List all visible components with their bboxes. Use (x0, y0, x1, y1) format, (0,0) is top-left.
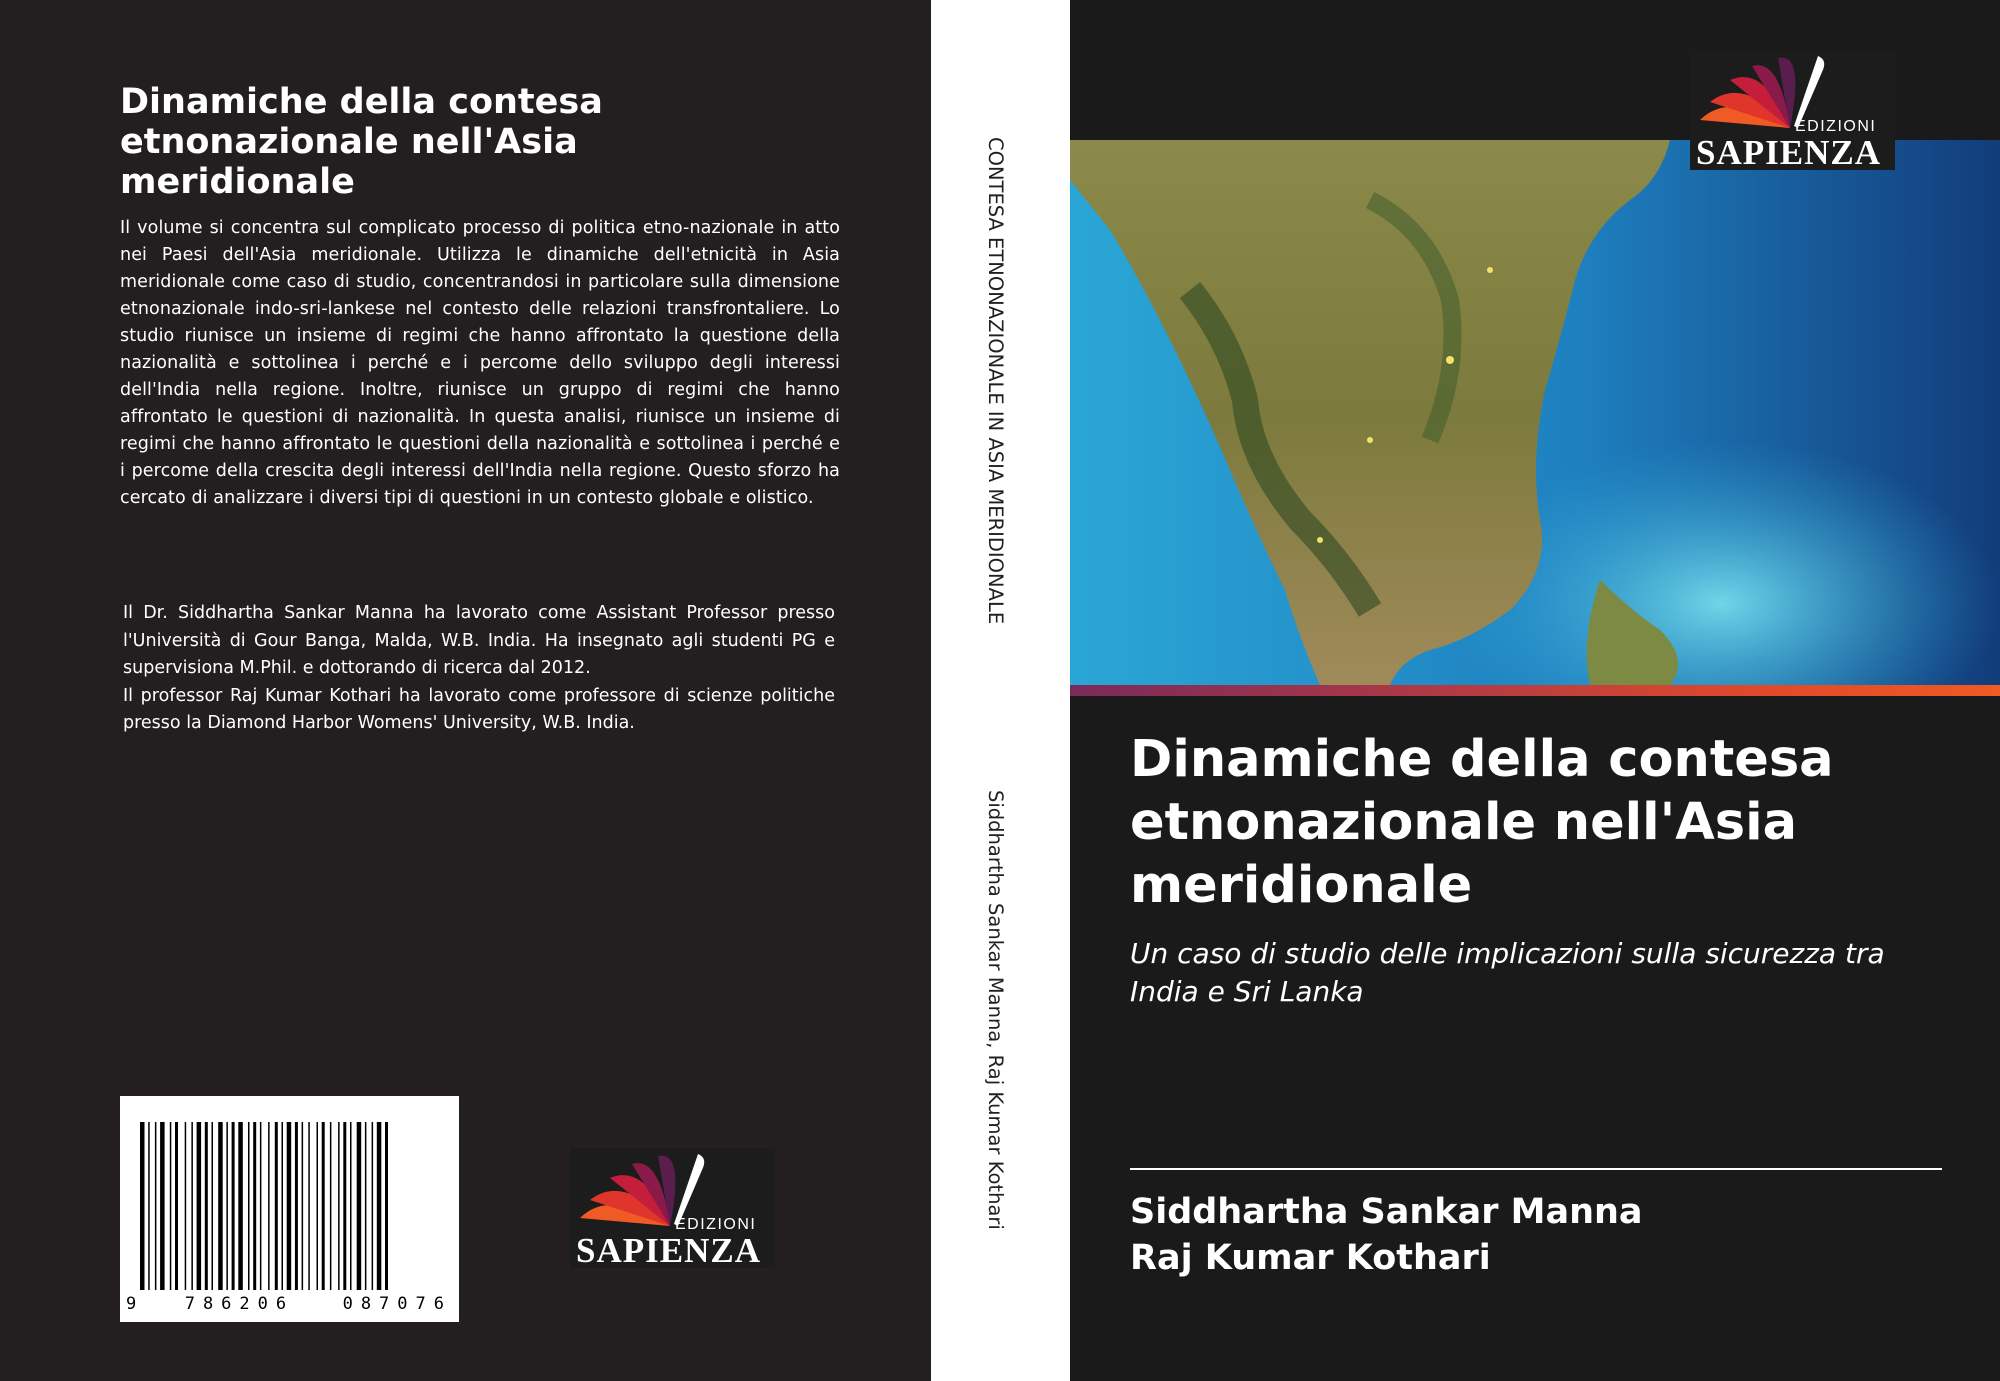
publisher-name: SAPIENZA (1696, 133, 1881, 172)
barcode-bar (212, 1122, 214, 1290)
barcode-digit-group: 786206 (184, 1294, 295, 1314)
satellite-map-image (1070, 140, 2000, 685)
barcode-bar (226, 1122, 228, 1290)
barcode-bar (218, 1122, 223, 1290)
back-cover-description: Il volume si concentra sul complicato processo di politica etno-nazionale in atto nei Paesi dell'Asia meridionale. Utilizza le dinamiche dell'etnicità in Asia meridionale come caso di studio, concentrandosi in particolare sulla dimensione etnonazionale indo-sri-lankese nel contesto delle relazioni transfrontaliere. Lo studio riunisce un insieme di regimi che hanno affrontato la questione della nazionalità e sottolinea i perché e i percome dello sviluppo degli interessi dell'India nella regione. Inoltre, riunisce un gruppo di regimi che hanno affrontato le questioni di nazionalità. In questa analisi, riunisce un insieme di regimi che hanno affrontato le questioni della nazionalità e sottolinea i perché e i percome della crescita degli interessi dell'India nella regione. Questo sforzo ha cercato di analizzare i diversi tipi di questioni in un contesto globale e olistico. (120, 218, 840, 508)
barcode-bar (232, 1122, 235, 1290)
barcode-bar (185, 1122, 187, 1290)
barcode-bar (330, 1122, 332, 1290)
barcode-bar (350, 1122, 352, 1290)
author-bio-kothari: Il professor Raj Kumar Kothari ha lavorato come professore di scienze politiche presso la Diamond Harbor Womens' University, W.B. India. (123, 685, 835, 733)
barcode-bar (322, 1122, 325, 1290)
barcode-bar (248, 1122, 250, 1290)
barcode-bar (260, 1122, 262, 1290)
barcode-bar (302, 1122, 304, 1290)
barcode-bar (338, 1122, 340, 1290)
barcode-bar (238, 1122, 243, 1290)
barcode-digit-group: 9 (126, 1294, 137, 1314)
publisher-logo-back (570, 1148, 775, 1268)
front-cover (1070, 0, 2000, 1381)
barcode-bar (308, 1122, 310, 1290)
barcode-bar (205, 1122, 208, 1290)
barcode-bar (160, 1122, 165, 1290)
barcode-bars (120, 1096, 459, 1322)
barcode-bar (365, 1122, 367, 1290)
back-cover-title: Dinamiche della contesa etnonazionale nell'Asia meridionale (120, 82, 603, 202)
barcode-bar (317, 1122, 319, 1290)
barcode-bar (287, 1122, 292, 1290)
barcode-digit-group: 087076 (342, 1294, 452, 1314)
publisher-logo-front (1690, 50, 1895, 170)
barcode-bar (372, 1122, 374, 1290)
barcode-bar (170, 1122, 172, 1290)
barcode-bar (155, 1122, 157, 1290)
barcode-bar (275, 1122, 278, 1290)
front-cover-title: Dinamiche della contesa etnonazionale nell'Asia meridionale (1130, 730, 1834, 915)
publisher-edizioni: EDIZIONI (675, 1216, 757, 1233)
barcode-bar (253, 1122, 256, 1290)
barcode-bar (197, 1122, 202, 1290)
barcode-bar (282, 1122, 284, 1290)
barcode-bar (343, 1122, 346, 1290)
author-divider (1130, 1168, 1942, 1170)
back-cover (0, 0, 931, 1381)
front-author-1: Siddhartha Sankar Manna (1130, 1192, 1643, 1232)
spine-authors: Siddhartha Sankar Manna, Raj Kumar Kothari (984, 790, 1007, 1230)
front-cover-subtitle: Un caso di studio delle implicazioni sulla sicurezza tra India e Sri Lanka (1130, 937, 1885, 1008)
barcode-bar (140, 1122, 145, 1290)
publisher-edizioni: EDIZIONI (1795, 118, 1877, 135)
accent-stripe (1070, 685, 2000, 696)
barcode-bar (268, 1122, 270, 1290)
barcode-bar (295, 1122, 298, 1290)
publisher-name: SAPIENZA (576, 1231, 761, 1270)
barcode-bar (357, 1122, 362, 1290)
front-author-2: Raj Kumar Kothari (1130, 1238, 1491, 1278)
barcode-bar (385, 1122, 388, 1290)
barcode-bar (377, 1122, 382, 1290)
spine-title: CONTESA ETNONAZIONALE IN ASIA MERIDIONALE (984, 137, 1007, 625)
author-bio-manna: Il Dr. Siddhartha Sankar Manna ha lavorato come Assistant Professor presso l'Università di Gour Banga, Malda, W.B. India. Ha insegnato agli studenti PG e supervisiona M.Phil. e dottorando di ricerca dal 2012. (123, 603, 835, 678)
isbn-barcode (120, 1096, 459, 1322)
barcode-digits (126, 1294, 452, 1314)
barcode-bar (148, 1122, 150, 1290)
author-bio (123, 600, 835, 738)
book-spine (931, 0, 1070, 1381)
barcode-bar (175, 1122, 178, 1290)
barcode-bar (191, 1122, 193, 1290)
